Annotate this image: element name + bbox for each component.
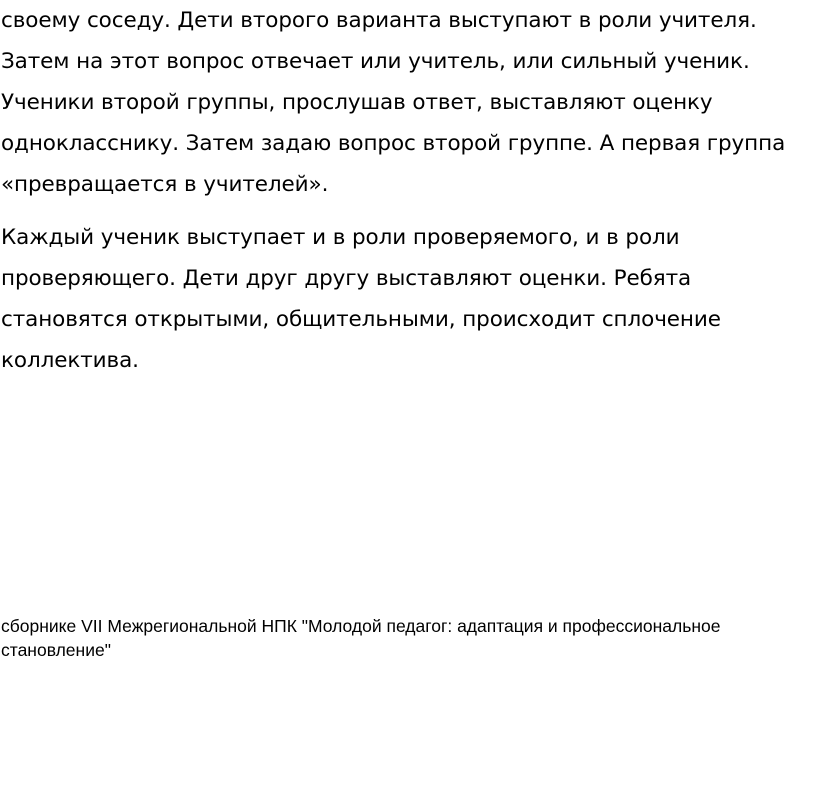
text-line: своему соседу. Дети второго варианта выступают в роли учителя. bbox=[1, 8, 757, 33]
paragraph-1 bbox=[1, 0, 816, 205]
paragraph-2 bbox=[1, 217, 816, 381]
text-line: коллектива. bbox=[1, 348, 139, 373]
paragraph-spacer bbox=[1, 205, 816, 217]
text-line: Затем на этот вопрос отвечает или учитель, или сильный ученик. bbox=[1, 49, 750, 74]
text-line: становятся открытыми, общительными, происходит сплочение bbox=[1, 307, 721, 332]
footnote bbox=[1, 614, 816, 662]
text-line: Ученики второй группы, прослушав ответ, выставляют оценку bbox=[1, 90, 713, 115]
text-line: «превращается в учителей». bbox=[1, 172, 329, 197]
main-text bbox=[1, 0, 816, 381]
text-line: проверяющего. Дети друг другу выставляют оценки. Ребята bbox=[1, 266, 692, 291]
footnote-line: становление" bbox=[1, 640, 111, 660]
footnote-line: сборнике VII Межрегиональной НПК "Молодой педагог: адаптация и профессиональное bbox=[1, 616, 721, 636]
text-line: однокласснику. Затем задаю вопрос второй группе. А первая группа bbox=[1, 131, 786, 156]
text-line: Каждый ученик выступает и в роли проверяемого, и в роли bbox=[1, 225, 680, 250]
